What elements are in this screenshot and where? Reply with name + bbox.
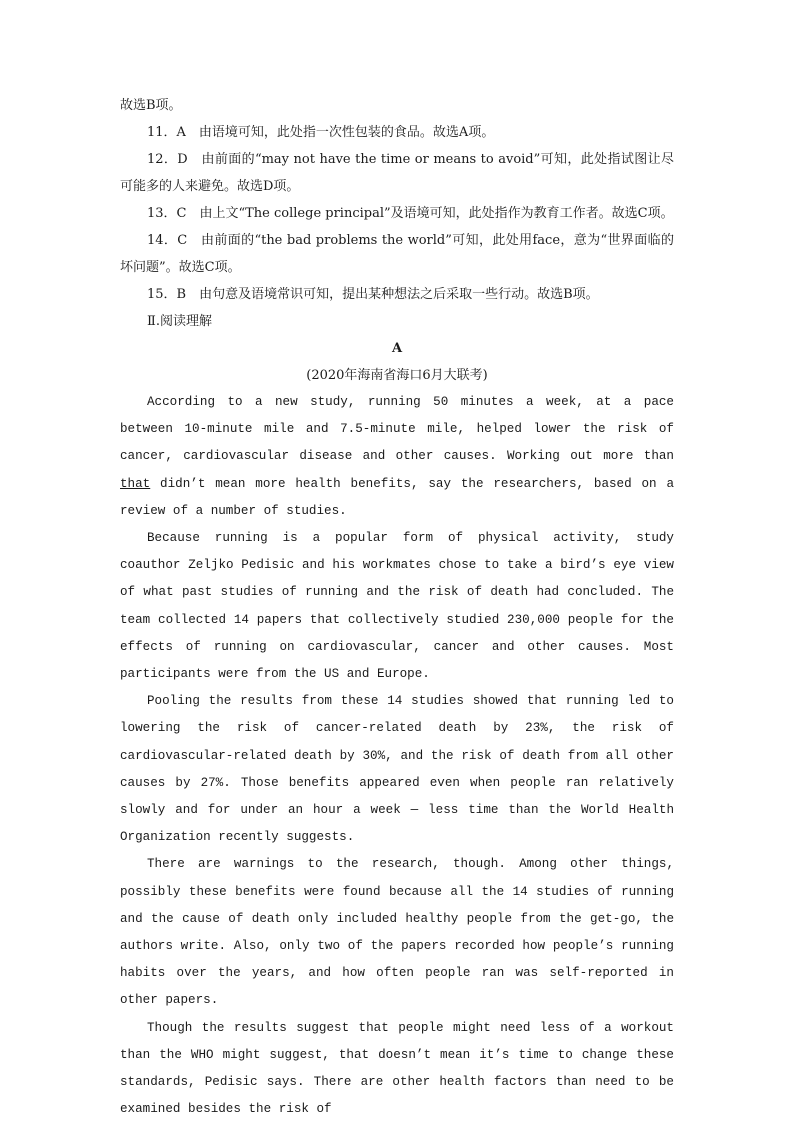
section-title: Ⅱ.阅读理解 (147, 314, 212, 329)
paragraph-1-text-a: According to a new study, running 50 minutes a week, at a pace between 10-minute mile and 7.5-minute mile, helped lower the risk of cancer, cardiovascular disease and other causes. Working out more than (120, 395, 674, 464)
answer-15: 15．B 由句意及语境常识可知，提出某种想法之后采取一些行动。故选B项。 (147, 287, 599, 302)
document-body (120, 92, 674, 1123)
passage-paragraph-2: Because running is a popular form of physical activity, study coauthor Zeljko Pedisic and his workmates chose to take a bird’s eye view of what past studies of running and the risk of death had concluded. The team collected 14 papers that collectively studied 230,000 people for the effects of running on cardiovascular, cancer and other causes. Most participants were from the US and Europe. (120, 531, 674, 682)
passage-letter: A (391, 341, 403, 356)
paragraph-1-text-b: didn’t mean more health benefits, say the researchers, based on a review of a number of studies. (120, 476, 674, 518)
passage-paragraph-1 (120, 389, 674, 525)
passage-paragraph-4: There are warnings to the research, though. Among other things, possibly these benefits were found because all the 14 studies of running and the cause of death only included healthy people from the get-go, the authors write. Also, only two of the papers recorded how people’s running habits over the years, and how often people ran was self-reported in other papers. (120, 857, 674, 1008)
passage-paragraph-3: Pooling the results from these 14 studies showed that running led to lowering the risk of cancer-related death by 23%, the risk of cardiovascular-related death by 30%, and the risk of death from all other causes by 27%. Those benefits appeared even when people ran relatively slowly and for under an hour a week — less time than the World Health Organization recently suggests. (120, 694, 674, 845)
answer-continuation: 故选B项。 (120, 98, 182, 113)
answer-14: 14．C 由前面的“the bad problems the world”可知，此处用face，意为“世界面临的坏问题”。故选C项。 (120, 233, 674, 275)
passage-paragraph-5: Though the results suggest that people might need less of a workout than the WHO might suggest, that doesn’t mean it’s time to change these standards, Pedisic says. There are other health factors than need to be examined besides the risk of (120, 1020, 674, 1117)
answer-12: 12．D 由前面的“may not have the time or means to avoid”可知，此处指试图让尽可能多的人来避免。故选D项。 (120, 152, 674, 194)
answer-13: 13．C 由上文“The college principal”及语境可知，此处指作为教育工作者。故选C项。 (147, 206, 674, 221)
answer-11: 11．A 由语境可知，此处指一次性包装的食品。故选A项。 (147, 125, 495, 140)
underlined-word: that (120, 476, 151, 491)
passage-source: (2020年海南省海口6月大联考) (306, 368, 488, 383)
